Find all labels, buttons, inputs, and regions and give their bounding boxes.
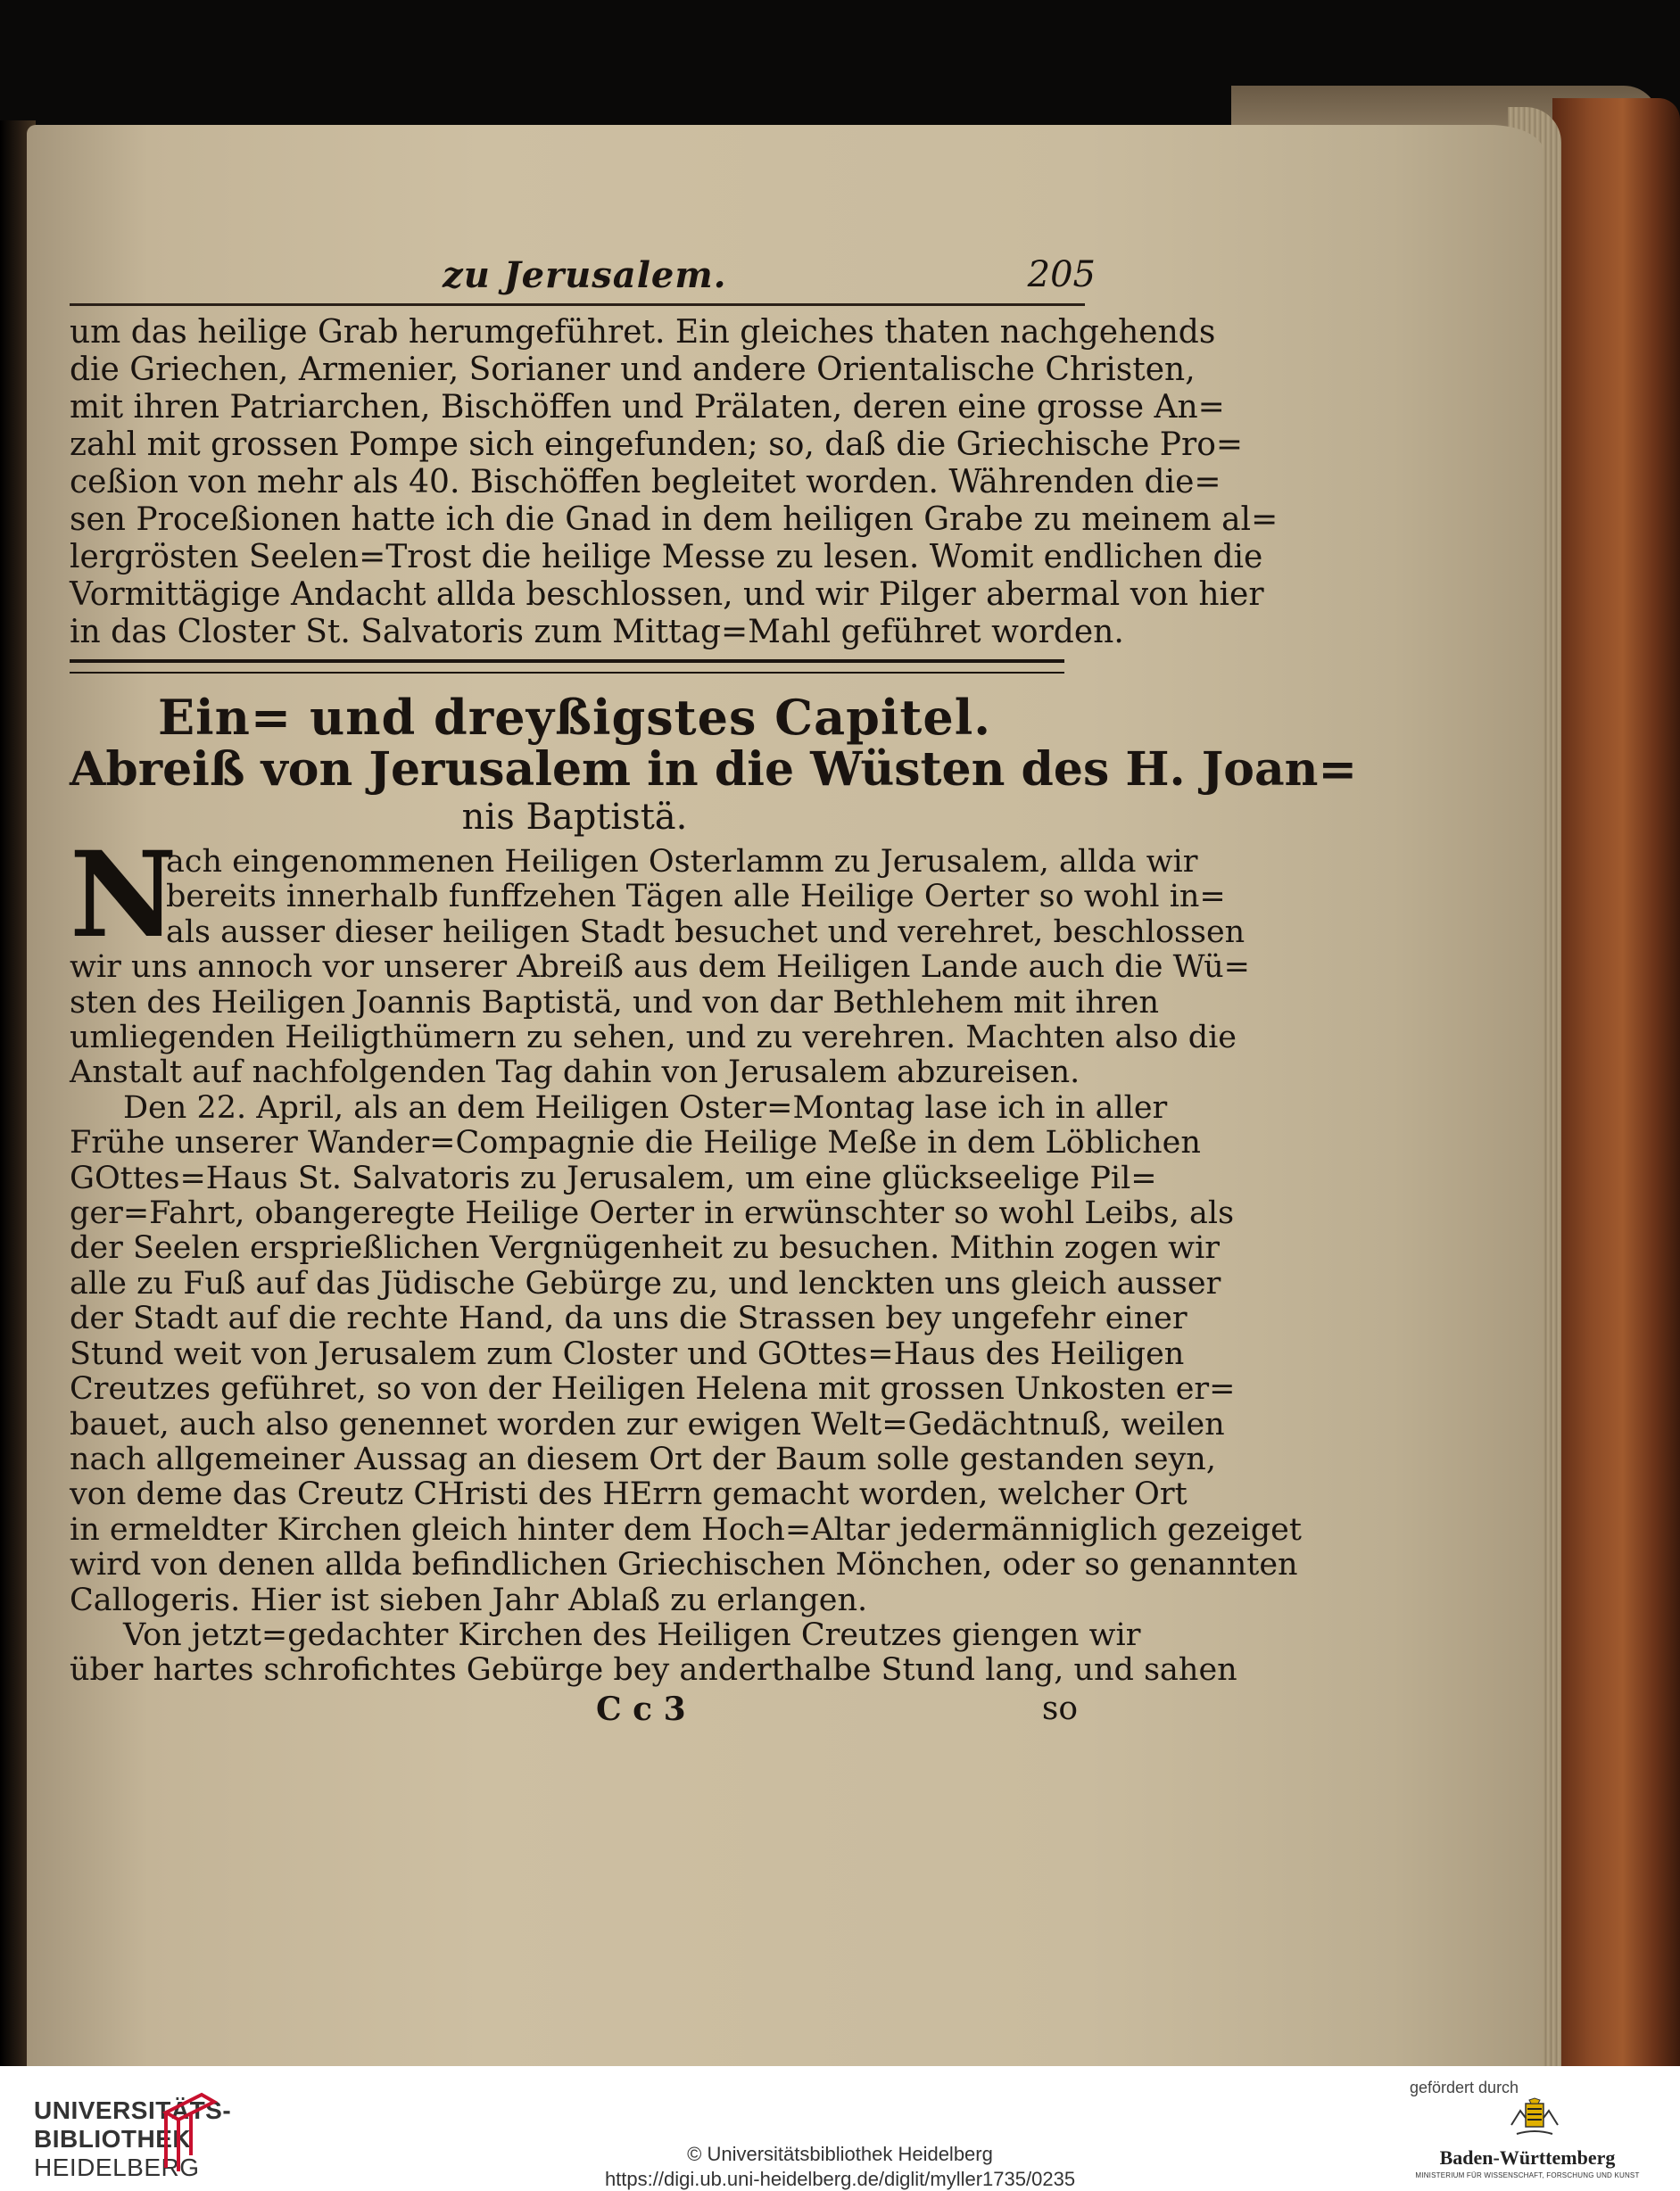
text-line: zahl mit grossen Pompe sich eingefunden; so, daß die Griechische Pro= — [70, 426, 1244, 463]
ministry-name: MINISTERIUM FÜR WISSENSCHAFT, FORSCHUNG UND KUNST — [1415, 2171, 1640, 2179]
text-line: Callogeris. Hier ist sieben Jahr Ablaß zu erlangen. — [70, 1582, 868, 1618]
text-line: ger=Fahrt, obangeregte Heilige Oerter in erwünschter so wohl Leibs, als — [70, 1195, 1235, 1232]
text-line: Stund weit von Jerusalem zum Closter und GOttes=Haus des Heiligen — [70, 1335, 1185, 1372]
text-line: der Stadt auf die rechte Hand, da uns die Strassen bey ungefehr einer — [70, 1301, 1188, 1337]
text-line: Anstalt auf nachfolgenden Tag dahin von Jerusalem abzureisen. — [70, 1054, 1080, 1091]
funded-by-label: gefördert durch — [1410, 2079, 1519, 2096]
ub-logo-line: HEIDELBERG — [34, 2154, 200, 2181]
text-line: in das Closter St. Salvatoris zum Mittag=Mahl geführet worden. — [70, 614, 1124, 650]
page-number: 205 — [1027, 254, 1096, 295]
permalink-url[interactable]: https://digi.ub.uni-heidelberg.de/diglit/myller1735/0235 — [604, 2168, 1076, 2190]
chapter-subtitle: Abreiß von Jerusalem in die Wüsten des H. Joan= — [70, 742, 1358, 797]
signature-mark: C c 3 — [596, 1690, 686, 1728]
text-line: umliegenden Heiligthümern zu sehen, und zu verehren. Machten also die — [70, 1020, 1237, 1056]
text-line: ceßion von mehr als 40. Bischöffen begleitet worden. Währenden die= — [70, 464, 1221, 500]
text-line: von deme das Creutz CHristi des HErrn gemacht worden, welcher Ort — [70, 1476, 1188, 1513]
text-line: sten des Heiligen Joannis Baptistä, und von dar Bethlehem mit ihren — [70, 984, 1160, 1021]
text-line: der Seelen ersprießlichen Vergnügenheit zu besuchen. Mithin zogen wir — [70, 1230, 1221, 1267]
header-rule — [70, 303, 1085, 306]
chapter-rule — [70, 659, 1064, 674]
catchword: so — [1041, 1690, 1078, 1727]
viewer-footer — [0, 2066, 1680, 2191]
text-line: über hartes schrofichtes Gebürge bey anderthalbe Stund lang, und sahen — [70, 1652, 1237, 1689]
chapter-subtitle-continued: nis Baptistä. — [461, 797, 688, 838]
copyright-text: © Universitätsbibliothek Heidelberg — [687, 2143, 993, 2165]
text-line: Den 22. April, als an dem Heiligen Oster=Montag lase ich in aller — [123, 1089, 1168, 1126]
text-line: als ausser dieser heiligen Stadt besuchet und verehret, beschlossen — [166, 914, 1246, 950]
text-line: Creutzes geführet, so von der Heiligen Helena mit grossen Unkosten er= — [70, 1371, 1236, 1408]
text-line: mit ihren Patriarchen, Bischöffen und Prälaten, deren eine grosse An= — [70, 389, 1225, 426]
text-line: Vormittägige Andacht allda beschlossen, und wir Pilger abermal von hier — [70, 576, 1264, 613]
text-line: bereits innerhalb funffzehen Tägen alle Heilige Oerter so wohl in= — [166, 879, 1226, 915]
text-line: wird von denen allda befindlichen Griechischen Mönchen, oder so genannten — [70, 1547, 1298, 1583]
chapter-title: Ein= und dreyßigstes Capitel. — [157, 689, 992, 746]
text-line: in ermeldter Kirchen gleich hinter dem Hoch=Altar jedermänniglich gezeiget — [70, 1511, 1302, 1548]
running-title: zu Jerusalem. — [443, 254, 727, 296]
page-content — [70, 254, 1358, 1730]
text-line: die Griechen, Armenier, Sorianer und andere Orientalische Christen, — [70, 351, 1196, 388]
text-line: Von jetzt=gedachter Kirchen des Heiligen Creutzes giengen wir — [123, 1616, 1141, 1653]
body-text — [70, 826, 1302, 1689]
text-line: ach eingenommenen Heiligen Osterlamm zu Jerusalem, allda wir — [166, 844, 1198, 880]
text-line: alle zu Fuß auf das Jüdische Gebürge zu, und lenckten uns gleich ausser — [70, 1265, 1221, 1302]
running-head — [70, 254, 1096, 310]
text-line: sen Proceßionen hatte ich die Gnad in dem heiligen Grabe zu meinem al= — [70, 501, 1279, 538]
text-line: GOttes=Haus St. Salvatoris zu Jerusalem, um eine glückseelige Pil= — [70, 1160, 1157, 1196]
text-line: wir uns annoch vor unserer Abreiß aus dem Heiligen Lande auch die Wü= — [70, 949, 1251, 986]
state-name: Baden-Württemberg — [1439, 2146, 1616, 2169]
text-line: um das heilige Grab herumgeführet. Ein gleiches thaten nachgehends — [70, 314, 1216, 351]
text-line: lergrösten Seelen=Trost die heilige Messe zu lesen. Womit endlichen die — [70, 539, 1263, 575]
text-line: Frühe unserer Wander=Compagnie die Heilige Meße in dem Löblichen — [70, 1125, 1201, 1162]
baden-wuerttemberg-crest-icon — [1508, 2098, 1561, 2143]
page-foot — [70, 1691, 1080, 1730]
drop-cap: N — [70, 826, 178, 964]
book-cover — [1552, 98, 1680, 2066]
drop-cap-block — [70, 826, 1246, 964]
ub-logo-line: BIBLIOTHEK — [34, 2125, 192, 2153]
text-line: bauet, auch also genennet worden zur ewigen Welt=Gedächtnuß, weilen — [70, 1406, 1225, 1443]
text-line: nach allgemeiner Aussag an diesem Ort der Baum solle gestanden seyn, — [70, 1441, 1216, 1477]
ub-logo-line: UNIVERSITÄTS- — [34, 2096, 232, 2124]
top-paragraph — [70, 314, 1279, 651]
